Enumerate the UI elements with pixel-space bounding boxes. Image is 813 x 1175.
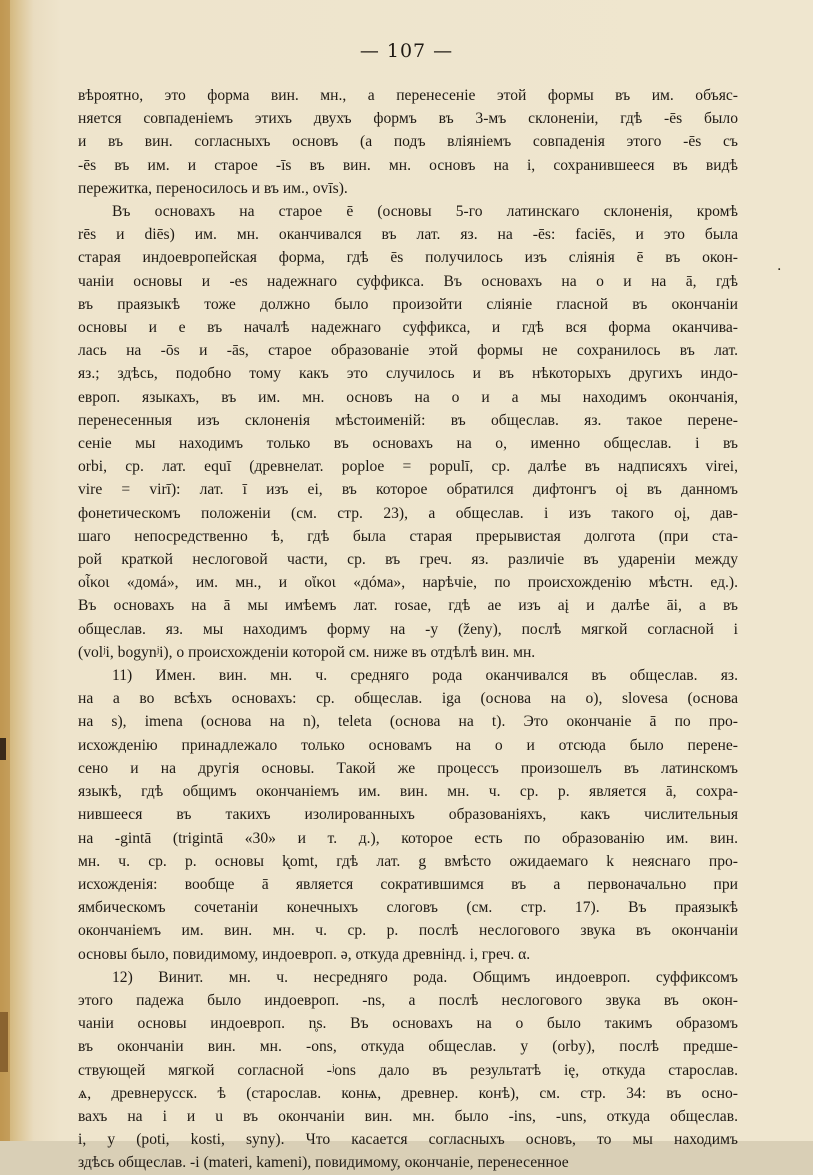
text-line: фонетическомъ положеніи (см. стр. 23), а общеслав. i изъ такого oį, дав- — [78, 504, 738, 522]
text-line: старая индоевропейская форма, гдѣ ēs получилось изъ слiянiя ē въ окон- — [78, 249, 738, 267]
text-line: мн. ч. ср. р. основы k̨omt, гдѣ лат. g вмѣсто ожидаемаго k неяснаго про- — [78, 852, 738, 870]
text-line: сеніе мы находимъ только въ основахъ на о, именно общеслав. i въ — [78, 435, 738, 453]
text-line: общеслав. яз. мы находимъ форму на -y (ženy), послѣ мягкой согласной i — [78, 620, 738, 638]
text-line: основы было, повидимому, индоевроп. ə, откуда древнінд. i, греч. α. — [78, 945, 531, 963]
text-line: 12) Винит. мн. ч. несредняго рода. Общимъ индоевроп. суффиксомъ — [112, 968, 738, 986]
text-line: основы и е въ началѣ надежнаго суффикса, и гдѣ вся форма оканчива- — [78, 319, 738, 337]
paragraph-p2 — [78, 200, 738, 664]
text-line: vire = virī): лат. ī изъ ei, въ которое обратился дифтонгъ oį въ данномъ — [78, 481, 738, 499]
text-line: перенесенныя изъ склоненія мѣстоименій: въ общеслав. яз. такое перене- — [78, 411, 738, 429]
text-line: чаніи основы и -es надежнаго суффикса. Въ основахъ на о и на ā, гдѣ — [78, 272, 738, 290]
text-line: ѧ, древнерусск. ѣ (старослав. конѩ, древнер. конѣ), см. стр. 34: въ осно- — [78, 1084, 738, 1102]
text-line: шаго непосредственно ѣ, гдѣ была старая прерывистая долгота (при ста- — [78, 527, 738, 545]
text-line: i, y (poti, kosti, syny). Что касается согласныхъ основъ, то мы находимъ — [78, 1131, 738, 1149]
text-line: въ окончаніи вин. мн. -ons, откуда общеслав. y (orby), послѣ предше- — [78, 1038, 738, 1056]
text-line: Въ основахъ на старое ē (основы 5-го латинскаго склоненія, кромѣ — [112, 203, 738, 221]
text-line: европ. языкахъ, въ им. мн. основъ на о и а мы находимъ окончанія, — [78, 388, 738, 406]
body-text — [78, 84, 738, 1175]
text-line: въ праязыкѣ тоже должно было произойти сліяніе гласной въ окончаніи — [78, 295, 738, 313]
text-line: исхожденію принадлежало только основамъ на о и отсюда было перене- — [78, 736, 738, 754]
text-line: сено и на другія основы. Такой же процессъ произошелъ въ латинскомъ — [78, 759, 738, 777]
stray-mark: · — [777, 262, 782, 278]
text-line: и въ вин. согласныхъ основъ (а подъ вліяніемъ совпаденія этого -ēs съ — [78, 133, 738, 151]
text-line: на s), imena (основа на n), teleta (основа на t). Это окончаніе ā по про- — [78, 713, 738, 731]
text-line: -ēs въ им. и старое -īs въ вин. мн. основъ на i, сохранившееся въ видѣ — [78, 156, 738, 174]
text-line: (volʲi, bogynʲi), о происхожденіи которой см. ниже въ отдѣлѣ вин. мн. — [78, 643, 536, 661]
text-line: Въ основахъ на ā мы имѣемъ лат. rosae, гдѣ ae изъ aį и далѣе āi, а въ — [78, 597, 738, 615]
text-line: яз.; здѣсь, подобно тому какъ это случилось и въ нѣкоторыхъ другихъ индо- — [78, 365, 738, 383]
text-line: чаніи основы индоевроп. n̥s. Въ основахъ на о было такимъ образомъ — [78, 1015, 738, 1033]
text-line: οἶκοι «домá», им. мн., и οἴκοι «дóма», нарѣчіе, по происхожденію мѣстн. ед.). — [78, 574, 738, 592]
text-line: ямбическомъ сочетаніи конечныхъ слоговъ (см. стр. 17). Въ праязыкѣ — [78, 899, 738, 917]
margin-mark — [0, 738, 6, 760]
text-line: языкѣ, гдѣ общимъ окончаніемъ им. вин. мн. ч. ср. р. является ā, сохра- — [78, 783, 738, 801]
text-line: рой краткой неслоговой части, ср. въ греч. яз. различіе въ удареніи между — [78, 551, 738, 569]
text-line: вахъ на i и u въ окончаніи вин. мн. было -ins, -uns, откуда общеслав. — [78, 1107, 738, 1125]
text-line: лась на -ōs и -ās, старое образованіе этой формы не сохранилось въ лат. — [78, 342, 738, 360]
paragraph-p1 — [78, 84, 738, 200]
text-line: rēs и diēs) им. мн. оканчивался въ лат. яз. на -ēs: faciēs, и это была — [78, 226, 738, 244]
text-line: нившееся въ такихъ изолированныхъ образованіяхъ, какъ числительныя — [78, 806, 738, 824]
text-line: на -gintā (trigintā «30» и т. д.), которое есть по образованію им. вин. — [78, 829, 738, 847]
text-line: этого падежа было индоевроп. -ns, а послѣ неслогового звука въ окон- — [78, 991, 738, 1009]
text-line: няется совпаденіемъ этихъ двухъ формъ въ 3-мъ склоненіи, гдѣ -ēs было — [78, 110, 738, 128]
paragraph-p3 — [78, 664, 738, 966]
text-line: пережитка, переносилось и въ им., ovīs). — [78, 179, 348, 197]
text-line: orbi, ср. лат. equī (древнелат. poploe = populī, ср. далѣе въ надписяхъ virei, — [78, 458, 738, 476]
margin-mark — [0, 1012, 8, 1072]
text-line: окончаніемъ им. вин. мн. ч. ср. р. послѣ неслогового звука въ окончаніи — [78, 922, 738, 940]
paragraph-p4 — [78, 966, 738, 1175]
text-line: 11) Имен. вин. мн. ч. средняго рода оканчивался въ общеслав. яз. — [112, 667, 738, 685]
text-line: здѣсь общеслав. -i (materi, kameni), повидимому, окончаніе, перенесенное — [78, 1154, 569, 1172]
page-edge-shadow — [0, 0, 10, 1141]
text-line: на а во всѣхъ основахъ: ср. общеслав. iga (основа на о), slovesa (основа — [78, 690, 738, 708]
text-line: вѣроятно, это форма вин. мн., а перенесеніе этой формы въ им. объяс- — [78, 87, 738, 104]
text-line: исхожденія: вообще ā является сократившимся въ а первоначально при — [78, 875, 738, 893]
text-line: ствующей мягкой согласной -ʲons дало въ результатѣ ię, откуда старослав. — [78, 1061, 738, 1079]
page-number: — 107 — — [359, 40, 454, 62]
